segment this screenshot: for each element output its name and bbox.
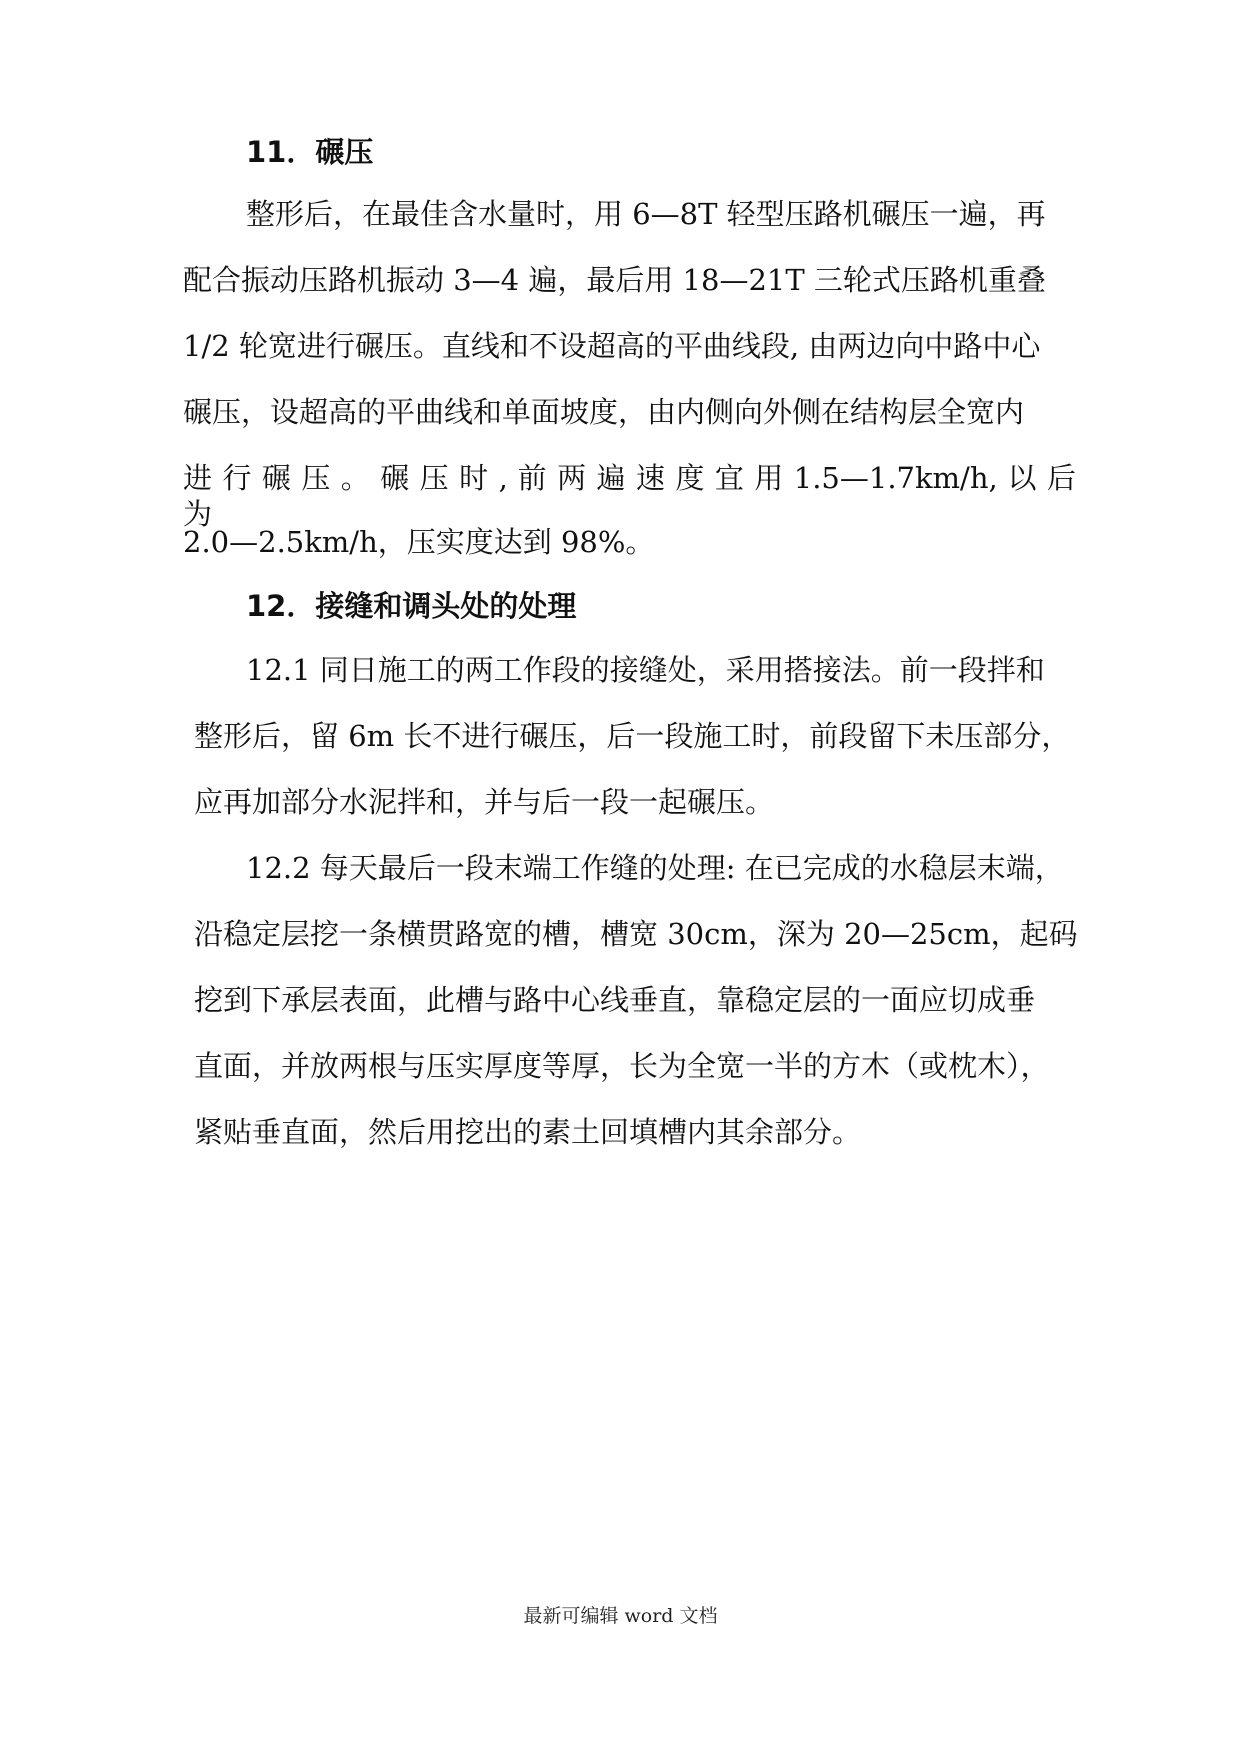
section-12-2-line-1: 12.2 每天最后一段末端工作缝的处理: 在已完成的水稳层末端，	[246, 851, 1064, 885]
section-12-1-line-1: 12.1 同日施工的两工作段的接缝处，采用搭接法。前一段拌和	[246, 653, 1045, 687]
section-11-heading: 11．碾压	[246, 135, 374, 169]
section-11-line-1: 整形后，在最佳含水量时，用 6—8T 轻型压路机碾压一遍，再	[246, 197, 1046, 231]
section-11-line-5: 进 行 碾 压 。 碾 压 时 , 前 两 遍 速 度 宜 用 1.5—1.7km/h, 以 后 为	[183, 461, 1076, 531]
section-12-2-line-2: 沿稳定层挖一条横贯路宽的槽，槽宽 30cm，深为 20—25cm，起码	[194, 917, 1078, 951]
section-12-2-line-3: 挖到下承层表面，此槽与路中心线垂直，靠稳定层的一面应切成垂	[194, 983, 1036, 1017]
section-12-2-line-5: 紧贴垂直面，然后用挖出的素土回填槽内其余部分。	[194, 1115, 862, 1149]
section-11-line-2: 配合振动压路机振动 3—4 遍，最后用 18—21T 三轮式压路机重叠	[183, 263, 1046, 297]
section-12-heading: 12．接缝和调头处的处理	[246, 589, 577, 623]
section-12-1-line-3: 应再加部分水泥拌和，并与后一段一起碾压。	[194, 785, 775, 819]
page-footer: 最新可编辑 word 文档	[523, 1605, 718, 1627]
section-11-line-3: 1/2 轮宽进行碾压。直线和不设超高的平曲线段, 由两边向中路中心	[183, 329, 1041, 363]
section-11-line-6: 2.0—2.5km/h，压实度达到 98%。	[183, 525, 655, 559]
section-12-2-line-4: 直面，并放两根与压实厚度等厚，长为全宽一半的方木（或枕木），	[194, 1049, 1050, 1083]
section-11-line-4: 碾压，设超高的平曲线和单面坡度，由内侧向外侧在结构层全宽内	[183, 395, 1025, 429]
section-12-1-line-2: 整形后，留 6m 长不进行碾压，后一段施工时，前段留下未压部分，	[194, 719, 1071, 753]
